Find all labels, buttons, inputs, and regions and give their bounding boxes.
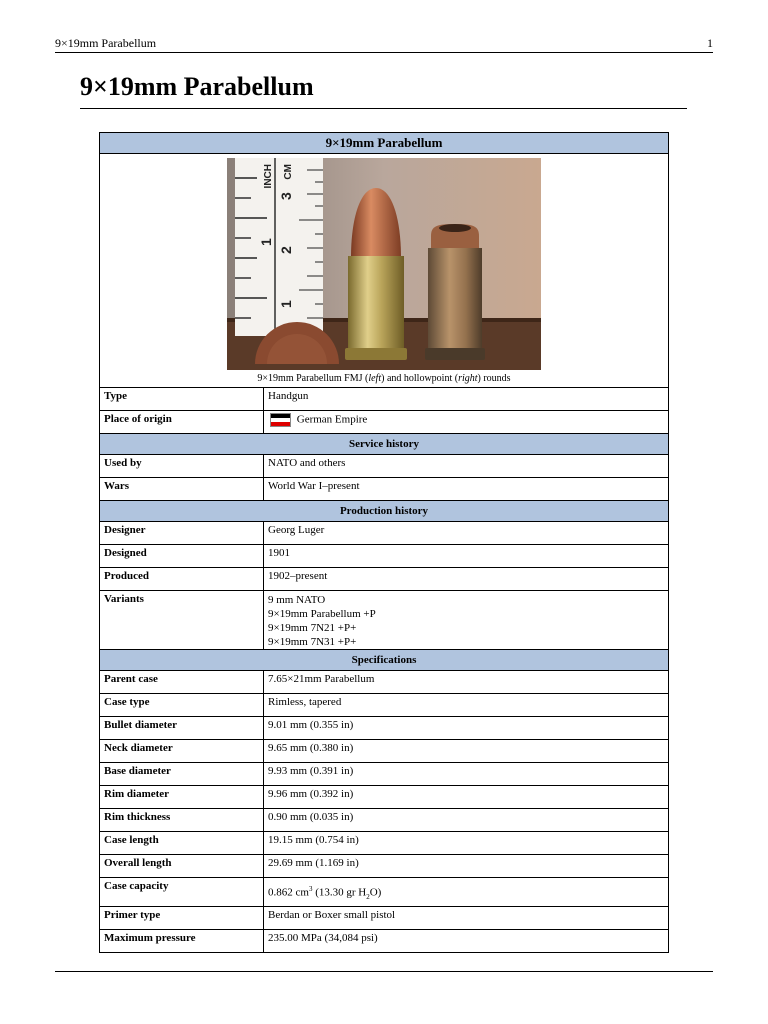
row-case-type [100, 694, 669, 717]
value-produced: 1902–present [264, 568, 669, 591]
value-maximum-pressure: 235.00 MPa (34,084 psi) [264, 930, 669, 953]
label-neck-diameter: Neck diameter [100, 740, 264, 763]
value-designer: Georg Luger [264, 522, 669, 545]
value-base-diameter: 9.93 mm (0.391 in) [264, 763, 669, 786]
ruler-number-1: 1 [278, 300, 294, 308]
label-produced: Produced [100, 568, 264, 591]
german-empire-flag-icon [270, 413, 291, 427]
row-base-diameter [100, 763, 669, 786]
running-header [55, 36, 713, 53]
caption-text-2: ) and hollowpoint ( [381, 373, 459, 384]
row-place-of-origin [100, 411, 669, 434]
value-place-of-origin [264, 411, 669, 434]
running-header-title: 9×19mm Parabellum [55, 36, 157, 50]
footer-rule [55, 971, 713, 972]
label-rim-diameter: Rim diameter [100, 786, 264, 809]
ruler-inch-label: INCH [263, 164, 274, 189]
caption-text-3: ) rounds [477, 373, 511, 384]
capacity-part-1: 0.862 cm [268, 886, 309, 899]
value-rim-thickness: 0.90 mm (0.035 in) [264, 809, 669, 832]
label-case-length: Case length [100, 832, 264, 855]
label-designed: Designed [100, 545, 264, 568]
label-parent-case: Parent case [100, 671, 264, 694]
value-type: Handgun [264, 388, 669, 411]
section-production-history [100, 501, 669, 522]
row-maximum-pressure [100, 930, 669, 953]
value-primer-type: Berdan or Boxer small pistol [264, 907, 669, 930]
label-case-capacity: Case capacity [100, 878, 264, 907]
capacity-part-2: (13.30 gr H [312, 886, 367, 899]
value-wars: World War I–present [264, 478, 669, 501]
row-case-capacity [100, 878, 669, 907]
heading-specifications: Specifications [100, 650, 669, 671]
ruler-cm-label: CM [283, 164, 294, 180]
row-case-length [100, 832, 669, 855]
origin-country: German Empire [296, 413, 368, 426]
caption-text-1: 9×19mm Parabellum FMJ ( [257, 373, 369, 384]
infobox-image-cell [100, 154, 669, 388]
row-used-by [100, 455, 669, 478]
label-maximum-pressure: Maximum pressure [100, 930, 264, 953]
caption-right: right [458, 373, 478, 384]
value-neck-diameter: 9.65 mm (0.380 in) [264, 740, 669, 763]
label-type: Type [100, 388, 264, 411]
page-number: 1 [707, 36, 713, 50]
heading-service-history: Service history [100, 434, 669, 455]
label-place-of-origin: Place of origin [100, 411, 264, 434]
row-rim-diameter [100, 786, 669, 809]
infobox-title: 9×19mm Parabellum [100, 133, 669, 154]
image-caption [104, 373, 664, 385]
label-case-type: Case type [100, 694, 264, 717]
value-case-capacity [264, 878, 669, 907]
capacity-superscript: 3 [308, 885, 313, 894]
infobox-title-row [100, 133, 669, 154]
label-bullet-diameter: Bullet diameter [100, 717, 264, 740]
row-overall-length [100, 855, 669, 878]
infobox [99, 132, 669, 953]
label-base-diameter: Base diameter [100, 763, 264, 786]
value-case-type: Rimless, tapered [264, 694, 669, 717]
section-specifications [100, 650, 669, 671]
value-variants [264, 591, 669, 650]
value-used-by: NATO and others [264, 455, 669, 478]
variant-item: 9 mm NATO [268, 594, 326, 606]
ruler-inch-number-1: 1 [258, 238, 274, 246]
value-parent-case: 7.65×21mm Parabellum [264, 671, 669, 694]
row-neck-diameter [100, 740, 669, 763]
row-parent-case [100, 671, 669, 694]
row-designer [100, 522, 669, 545]
value-case-length: 19.15 mm (0.754 in) [264, 832, 669, 855]
hollowpoint-round [425, 224, 485, 360]
row-produced [100, 568, 669, 591]
ruler-number-3: 3 [278, 192, 294, 200]
label-variants: Variants [100, 591, 264, 650]
value-overall-length: 29.69 mm (1.169 in) [264, 855, 669, 878]
label-primer-type: Primer type [100, 907, 264, 930]
label-used-by: Used by [100, 455, 264, 478]
cartridge-photo [227, 158, 541, 370]
label-rim-thickness: Rim thickness [100, 809, 264, 832]
label-overall-length: Overall length [100, 855, 264, 878]
row-designed [100, 545, 669, 568]
label-wars: Wars [100, 478, 264, 501]
value-designed: 1901 [264, 545, 669, 568]
capacity-subscript: 2 [366, 892, 370, 901]
row-primer-type [100, 907, 669, 930]
row-variants [100, 591, 669, 650]
row-type [100, 388, 669, 411]
row-bullet-diameter [100, 717, 669, 740]
value-rim-diameter: 9.96 mm (0.392 in) [264, 786, 669, 809]
row-wars [100, 478, 669, 501]
label-designer: Designer [100, 522, 264, 545]
row-rim-thickness [100, 809, 669, 832]
variant-item: 9×19mm 7N21 +P+ [268, 622, 357, 634]
infobox-image-row [100, 154, 669, 388]
value-bullet-diameter: 9.01 mm (0.355 in) [264, 717, 669, 740]
variant-item: 9×19mm Parabellum +P [268, 608, 376, 620]
section-service-history [100, 434, 669, 455]
variant-item: 9×19mm 7N31 +P+ [268, 636, 357, 648]
ruler-number-2: 2 [278, 246, 294, 254]
capacity-part-3: O) [369, 886, 382, 899]
heading-production-history: Production history [100, 501, 669, 522]
caption-left: left [368, 373, 382, 384]
page-title: 9×19mm Parabellum [80, 72, 687, 109]
